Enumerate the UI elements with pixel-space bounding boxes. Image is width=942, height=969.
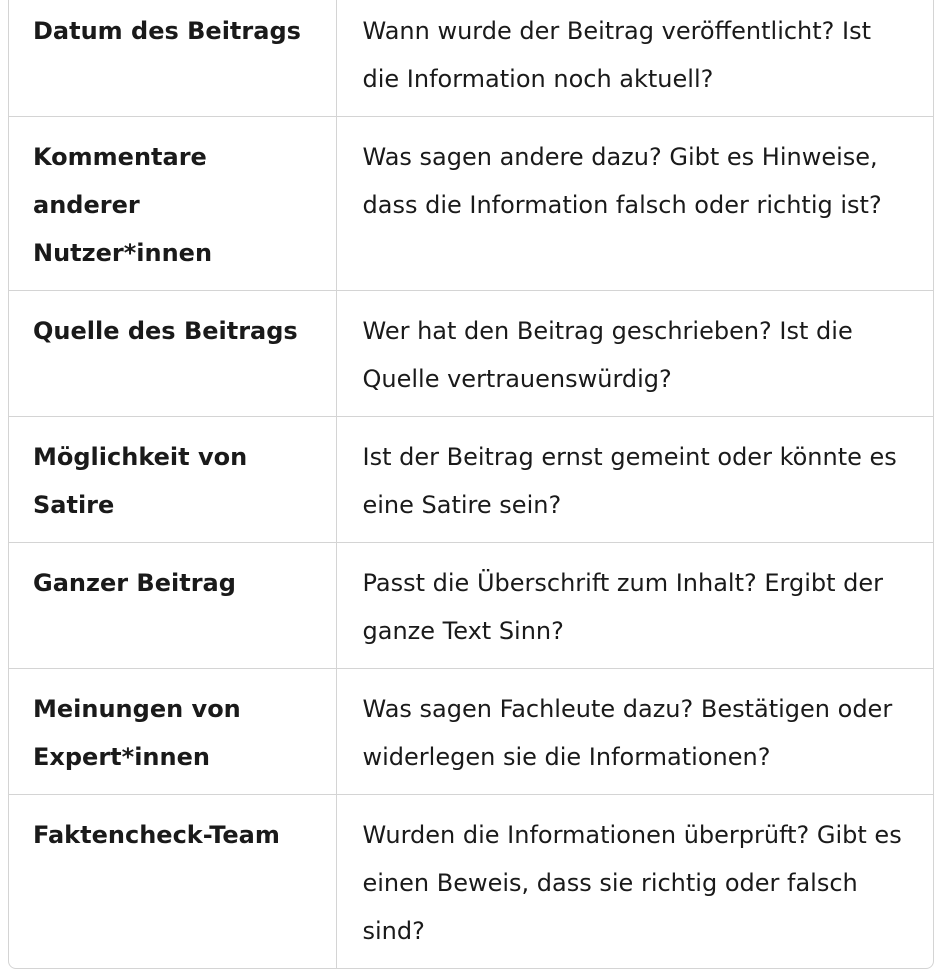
row-label: Kommentare anderer Nutzer*innen (9, 117, 336, 291)
table-row (9, 0, 933, 117)
table-row (9, 291, 933, 417)
row-description: Wer hat den Beitrag geschrieben? Ist die Quelle vertrauenswürdig? (336, 291, 933, 417)
table-row (9, 117, 933, 291)
row-description: Passt die Überschrift zum Inhalt? Ergibt der ganze Text Sinn? (336, 543, 933, 669)
table-row (9, 543, 933, 669)
fact-check-table (9, 0, 933, 968)
row-description: Was sagen Fachleute dazu? Bestätigen oder widerlegen sie die Informationen? (336, 669, 933, 795)
row-label: Ganzer Beitrag (9, 543, 336, 669)
row-label: Meinungen von Expert*innen (9, 669, 336, 795)
row-label: Quelle des Beitrags (9, 291, 336, 417)
row-label: Möglichkeit von Satire (9, 417, 336, 543)
row-description: Was sagen andere dazu? Gibt es Hinweise, dass die Information falsch oder richtig ist? (336, 117, 933, 291)
table-row (9, 417, 933, 543)
row-description: Wurden die Informationen überprüft? Gibt es einen Beweis, dass sie richtig oder falsch sind? (362, 821, 902, 945)
row-label: Datum des Beitrags (9, 0, 336, 117)
table-row (9, 669, 933, 795)
fact-check-table-container (8, 0, 934, 969)
table-row (9, 795, 933, 969)
row-description: Wann wurde der Beitrag veröffentlicht? Ist die Information noch aktuell? (336, 0, 933, 117)
row-label: Faktencheck-Team (9, 795, 336, 969)
row-description: Ist der Beitrag ernst gemeint oder könnte es eine Satire sein? (336, 417, 933, 543)
